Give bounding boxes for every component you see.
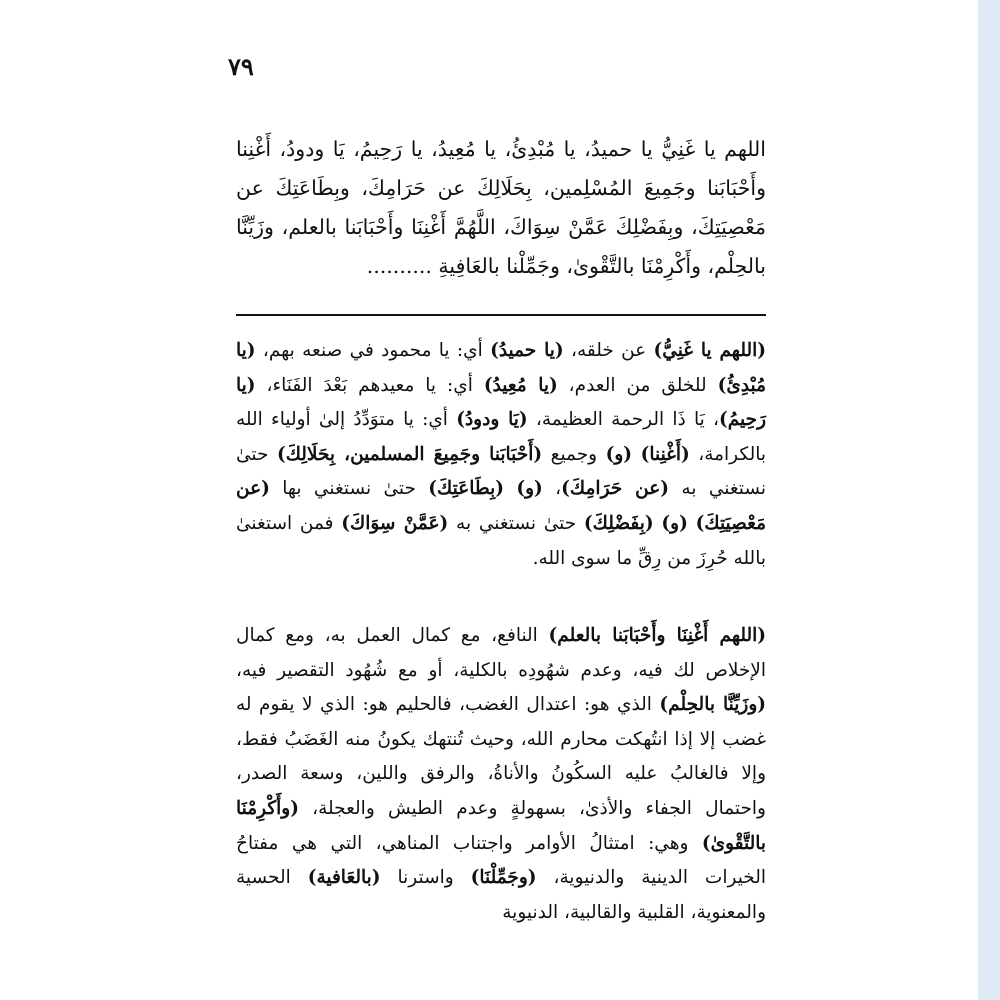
bold-phrase: (عن حَرَامِكَ) — [561, 478, 670, 500]
text-segment: ، يَا ذَا الرحمة العظيمة، — [527, 409, 719, 431]
bold-phrase: (و) — [661, 512, 688, 534]
bold-phrase: (و) — [605, 443, 633, 465]
bold-phrase: (أَغْنِنا) — [640, 443, 690, 465]
main-text-paragraph: اللهم يا غَنِيُّ يا حميدُ، يا مُبْدِئُ، يا مُعِيدُ، يا رَحِيمُ، يَا ودودُ، أَغْنِنا وأَحْبَابَنا وجَمِيعَ المُسْلِمين، بِحَلَالِكَ عن حَرَامِكَ، وبِطَاعَتِكَ عن مَعْصِيَتِكَ، وبِفَضْلِكَ عَمَّنْ سِوَاكَ، اللَّهُمَّ أَغْنِنَا وأَحْبَابَنا بالعلم، وزَيِّنَّا بالحِلْم، وأَكْرِمْنَا بالتَّقْوىٰ، وجَمِّلْنا بالعَافِيةِ .......... — [236, 137, 766, 278]
bold-phrase: (وأَكْرِمْنَا بالتَّقْوىٰ) — [236, 797, 766, 854]
text-segment: الحسية والمعنوية، القلبية والقالبية، الدنيوية — [236, 867, 766, 923]
bold-phrase: (يَا ودودُ) — [456, 409, 528, 431]
bold-phrase: (بِطَاعَتِكَ) — [428, 478, 504, 500]
separator-line — [236, 314, 766, 316]
commentary-block-2 — [236, 619, 766, 930]
text-segment: النافع، مع كمال العمل به، ومع كمال الإخلاص لك فيه، وعدم شهُودِه بالكلية، أو مع شُهُود التقصير فيه، — [236, 625, 766, 681]
main-text — [236, 130, 766, 286]
text-segment: عن خلقه، — [563, 340, 654, 361]
text-segment: فمن استغنىٰ بالله حُرِزَ من رِقِّ ما سوى الله. — [236, 512, 766, 569]
commentary-paragraph-1 — [236, 334, 766, 576]
bold-phrase: (بالعَافية) — [307, 867, 381, 889]
bold-phrase: (عن مَعْصِيَتِكَ) — [236, 478, 766, 534]
commentary-paragraph-2 — [236, 619, 766, 930]
text-segment: حتىٰ نستغني به — [448, 512, 584, 534]
bold-phrase: (يا مُبْدِئُ) — [236, 340, 766, 396]
text-segment — [504, 478, 516, 499]
bold-phrase: (يا مُعِيدُ) — [483, 374, 558, 396]
bold-phrase: (يا حميدُ) — [490, 340, 564, 361]
page-number: ٧٩ — [228, 52, 254, 81]
text-segment: أي: يا معيدهم بَعْدَ الفَنَاء، — [255, 374, 484, 396]
text-segment: للخلق من العدم، — [557, 374, 718, 396]
bold-phrase: (أَحْبَابَنا وجَمِيعَ المسلمين، بِحَلَالِكَ) — [276, 443, 543, 465]
text-segment: واسترنا — [380, 867, 471, 889]
text-segment: وجميع — [542, 443, 606, 465]
bold-phrase: (اللهم يا غَنِيُّ) — [653, 340, 766, 361]
text-segment: ، — [542, 478, 562, 500]
text-segment — [632, 444, 641, 465]
text-segment: حتىٰ نستغني به — [236, 443, 767, 500]
bold-phrase: (يا رَحِيمُ) — [236, 374, 767, 431]
text-segment — [688, 513, 696, 534]
bold-phrase: (بِفَضْلِكَ) — [583, 512, 654, 534]
text-segment: الذي هو: اعتدال الغضب، فالحليم هو: الذي لا يقوم له غضب إلا إذا انتُهكت محارم الله، وحيث تُنتهك يكونُ منه الغَضَبُ فقط، وإلا فالغالبُ عليه السكُونُ والأناةُ، والرفق واللين، وسعة الصدر، واحتمال الجفاء والأذىٰ، بسهولةٍ وعدم الطيش والعجلة، — [236, 694, 766, 819]
text-segment: وهي: امتثالُ الأوامر واجتناب المناهي، التي هي مفتاحُ الخيرات الدينية والدنيوية، — [236, 832, 766, 889]
bold-phrase: (اللهم أَغْنِنَا وأَحْبَابَنا بالعلم) — [548, 625, 766, 646]
commentary-block-1 — [236, 334, 766, 576]
bold-phrase: (وزَيِّنَّا بالحِلْم) — [659, 694, 766, 716]
text-segment: أي: يا محمود في صنعه بهم، — [255, 340, 491, 361]
bold-phrase: (وجَمِّلْنَا) — [470, 867, 537, 889]
scan-edge — [978, 0, 1000, 1000]
bold-phrase: (عَمَّنْ سِوَاكَ) — [341, 512, 449, 534]
text-segment: أي: يا متوَدِّدُ إلىٰ أولياء الله بالكرامة، — [236, 409, 767, 465]
bold-phrase: (و) — [516, 478, 543, 500]
text-segment: حتىٰ نستغني بها — [269, 478, 429, 500]
